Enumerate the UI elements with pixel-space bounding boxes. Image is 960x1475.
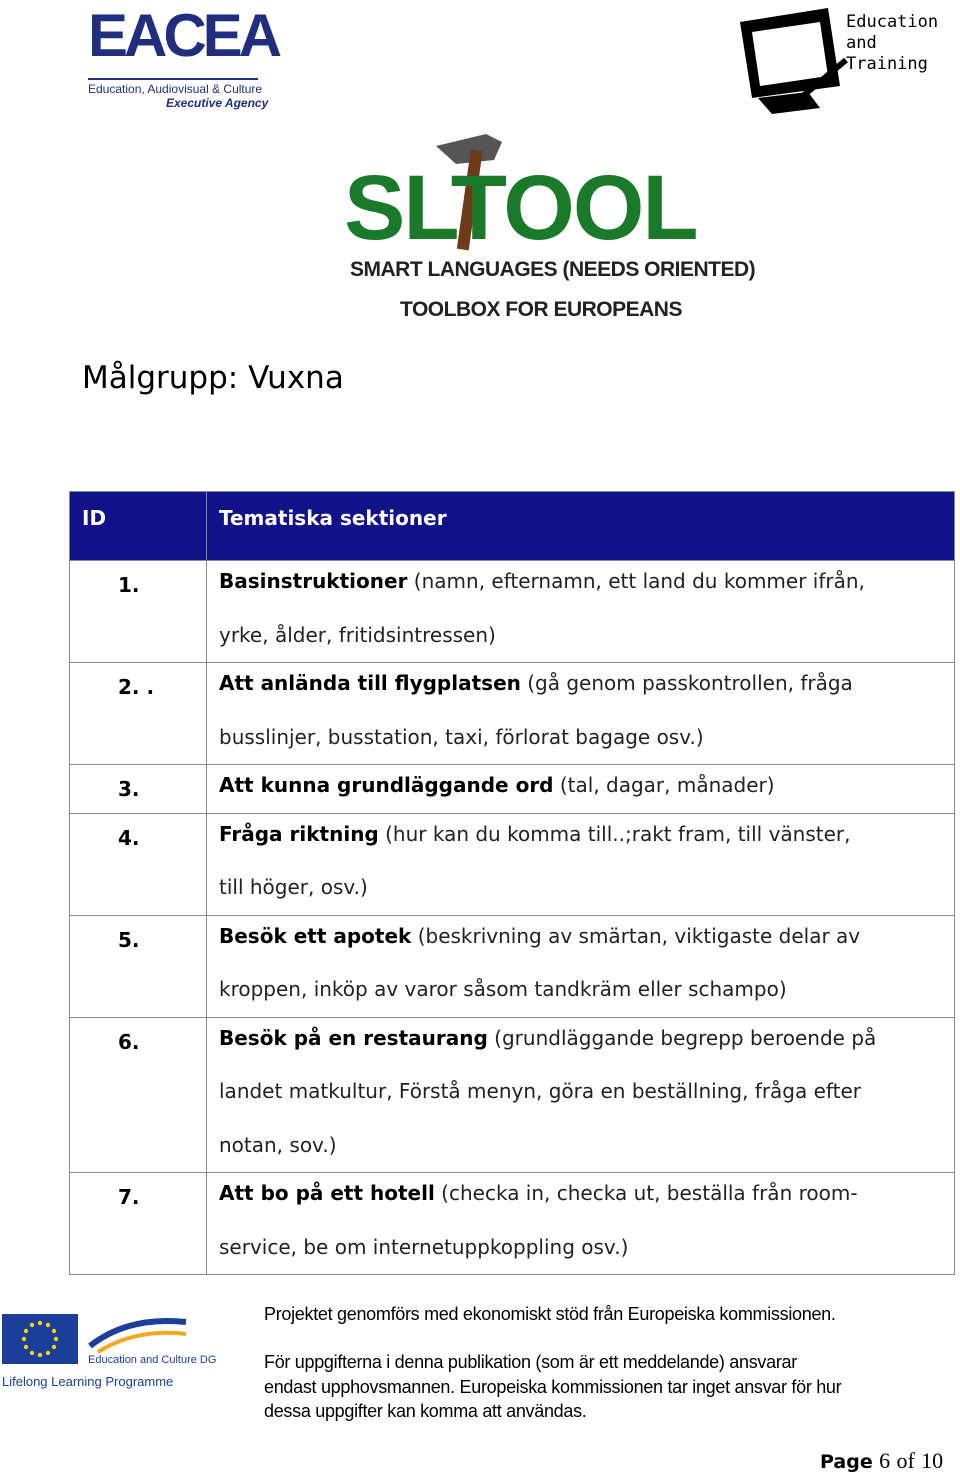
row-id: 5. <box>70 915 207 1017</box>
sltool-tagline-2: TOOLBOX FOR EUROPEANS <box>400 298 682 321</box>
topic-title: Fråga riktning <box>219 821 379 846</box>
row-id: 7. <box>70 1173 207 1275</box>
row-topic <box>207 765 955 814</box>
topic-detail: busslinjer, busstation, taxi, förlorat bagage osv.) <box>219 724 704 749</box>
footer-disclaimer-line-3: dessa uppgifter kan komma att användas. <box>264 1401 587 1421</box>
row-topic-text <box>219 759 954 813</box>
eacea-logo-line1: Education, Audiovisual & Culture <box>88 82 263 96</box>
education-training-logo <box>728 0 943 118</box>
topic-detail: notan, sov.) <box>219 1132 337 1157</box>
row-topic <box>207 915 955 1017</box>
table-row <box>70 1017 955 1173</box>
topic-detail: (checka in, checka ut, beställa från room- <box>434 1181 858 1205</box>
row-topic-text <box>219 1167 954 1274</box>
eacea-logo-rule <box>88 78 258 80</box>
topic-detail: kroppen, inköp av varor såsom tandkräm eller schampo) <box>219 977 787 1001</box>
topic-line <box>219 609 954 663</box>
row-id: 2. . <box>70 663 207 765</box>
topic-detail: (namn, efternamn, ett land du kommer ifrån, <box>407 569 865 593</box>
table-body <box>70 561 955 1275</box>
sltool-tagline-1: SMART LANGUAGES (NEEDS ORIENTED) <box>350 258 756 281</box>
topic-detail: till höger, osv.) <box>219 875 368 899</box>
eacea-logo-mark: EACEA <box>88 2 279 69</box>
page-current: 6 <box>879 1448 891 1473</box>
table-row <box>70 663 955 765</box>
row-topic-text <box>219 910 954 1017</box>
topic-detail: landet matkultur, Förstå menyn, göra en beställning, fråga efter <box>219 1079 861 1103</box>
table-row <box>70 561 955 663</box>
table-header-row <box>70 492 955 561</box>
topic-detail: service, be om internetuppkoppling osv.) <box>219 1234 629 1259</box>
topic-title: Att kunna grundläggande ord <box>219 773 554 797</box>
page-total: 10 <box>921 1448 944 1473</box>
topic-detail: (grundläggande begrepp beroende på <box>487 1025 877 1050</box>
eu-programme-label: Lifelong Learning Programme <box>2 1374 174 1389</box>
sections-table <box>69 491 955 1275</box>
topic-line <box>219 861 954 915</box>
table-row <box>70 765 955 814</box>
page-of: of <box>896 1448 915 1473</box>
topic-line <box>219 1221 954 1275</box>
topic-detail: (gå genom passkontrollen, fråga <box>520 671 853 695</box>
row-topic <box>207 813 955 915</box>
eu-stars-icon <box>2 1314 78 1364</box>
page-label: Page <box>820 1451 873 1473</box>
topic-line <box>219 759 954 813</box>
row-topic <box>207 1173 955 1275</box>
topic-line <box>219 555 954 609</box>
row-topic-text <box>219 808 954 915</box>
topic-line <box>219 1119 954 1173</box>
education-training-text: Education and Training <box>846 12 939 74</box>
topic-line <box>219 1167 954 1221</box>
footer-disclaimer-line-2: endast upphovsmannen. Europeiska kommissionen tar inget ansvar för hur <box>264 1377 842 1397</box>
row-id: 1. <box>70 561 207 663</box>
topic-detail: (hur kan du komma till..;rakt fram, till vänster, <box>378 821 851 846</box>
topic-line <box>219 1065 954 1119</box>
table-row <box>70 915 955 1017</box>
topic-detail: (tal, dagar, månader) <box>553 773 775 797</box>
topic-line <box>219 910 954 964</box>
topic-line <box>219 808 954 862</box>
topic-detail: (beskrivning av smärtan, viktigaste delar av <box>411 923 861 948</box>
header-id: ID <box>70 492 207 561</box>
computer-monitor-icon <box>728 0 848 118</box>
topic-title: Att anlända till flygplatsen <box>219 671 521 695</box>
row-topic-text <box>219 555 954 662</box>
topic-title: Besök ett apotek <box>219 923 412 948</box>
row-topic-text <box>219 1012 954 1173</box>
topic-line <box>219 1012 954 1066</box>
sltool-logo <box>336 118 756 330</box>
eu-flag-icon <box>2 1314 78 1364</box>
table-row <box>70 813 955 915</box>
topic-title: Besök på en restaurang <box>219 1025 488 1050</box>
sltool-wordmark: SLTOOL <box>344 157 697 259</box>
page-number <box>820 1448 943 1474</box>
row-topic <box>207 1017 955 1173</box>
topic-line <box>219 657 954 711</box>
row-id: 3. <box>70 765 207 814</box>
topic-line <box>219 963 954 1017</box>
topic-title: Att bo på ett hotell <box>219 1181 435 1205</box>
page-title: Målgrupp: Vuxna <box>82 360 344 396</box>
row-id: 6. <box>70 1017 207 1173</box>
row-id: 4. <box>70 813 207 915</box>
table-row <box>70 1173 955 1275</box>
eacea-logo-line2: Executive Agency <box>166 96 269 110</box>
topic-title: Basinstruktioner <box>219 569 408 593</box>
row-topic <box>207 561 955 663</box>
topic-line <box>219 711 954 765</box>
header-topic-label: Tematiska sektioner <box>219 506 447 530</box>
footer-disclaimer-line-1: För uppgifterna i denna publikation (som är ett meddelande) ansvarar <box>264 1352 797 1372</box>
header-topic <box>207 492 955 561</box>
topic-detail: yrke, ålder, fritidsintressen) <box>219 622 496 647</box>
row-topic <box>207 663 955 765</box>
swoosh-icon <box>88 1312 188 1360</box>
footer-funding-note: Projektet genomförs med ekonomiskt stöd från Europeiska kommissionen. <box>264 1304 836 1324</box>
eu-dg-label: Education and Culture DG <box>88 1354 217 1366</box>
eacea-logo <box>82 2 279 112</box>
eu-lifelong-learning-logo <box>0 1310 250 1390</box>
row-topic-text <box>219 657 954 764</box>
